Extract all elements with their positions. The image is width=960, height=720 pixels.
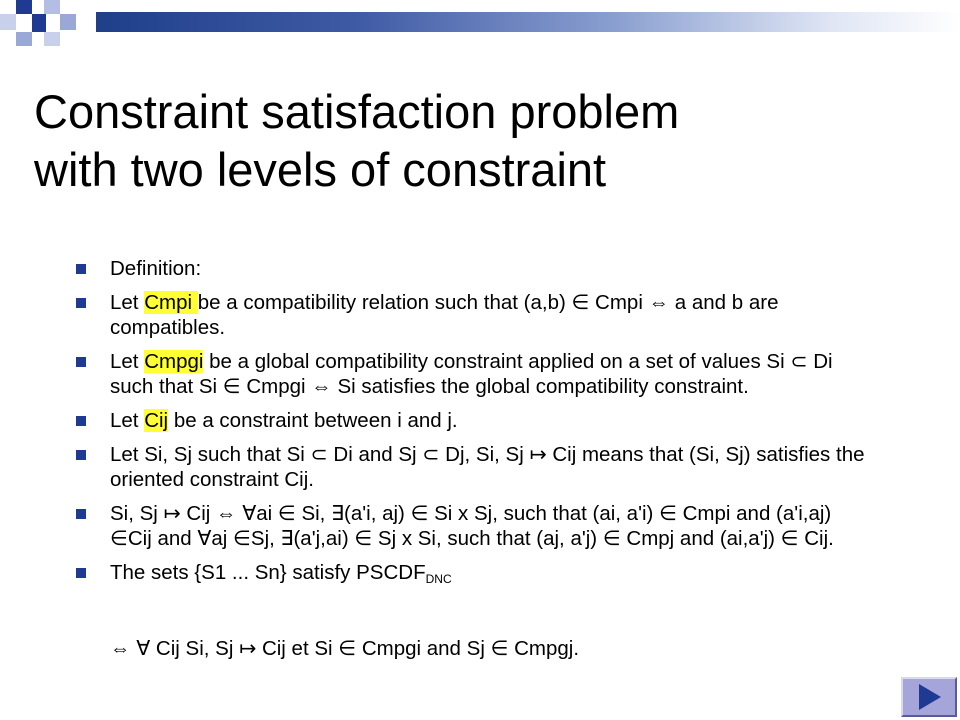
play-triangle-icon <box>903 679 955 715</box>
corner-decoration-square <box>44 32 60 46</box>
bullet-text: The sets {S1 ... Sn} satisfy PSCDF <box>110 561 426 584</box>
equivalence-text: ⇔ ∀ Cij Si, Sj ↦ Cij et Si ∈ Cmpgi and Sj ∈ Cmpgj. <box>110 637 580 660</box>
square-bullet-icon <box>76 509 86 519</box>
bullet-item <box>76 256 876 281</box>
square-bullet-icon <box>76 264 86 274</box>
bullet-item <box>76 560 876 592</box>
bullet-text: Let <box>110 350 145 373</box>
square-bullet-icon <box>76 357 86 367</box>
bullet-text: be a global compatibility constraint applied on a set of values Si ⊂ Di such that Si ∈ Cmpgi ⇔ Si satisfies the global compatibility constraint. <box>110 350 833 398</box>
bullet-text: Let <box>110 409 145 432</box>
bullet-item <box>76 349 876 399</box>
bullet-item <box>76 442 876 492</box>
square-bullet-icon <box>76 450 86 460</box>
subscript-text: DNC <box>425 572 452 586</box>
bullet-item <box>76 290 876 340</box>
next-slide-button[interactable] <box>901 677 957 717</box>
corner-decoration-square <box>16 14 32 30</box>
bullet-list <box>76 256 876 592</box>
equivalence-line <box>76 636 579 661</box>
title-line-2: with two levels of constraint <box>34 143 607 196</box>
bullet-text: Si, Sj ↦ Cij ⇔ ∀ai ∈ Si, ∃(a'i, aj) ∈ Si x Sj, such that (ai, a'i) ∈ Cmpi and (a'i,aj) ∈Cij and ∀aj ∈Sj, ∃(a'j,ai) ∈ Sj x Si, such that (aj, a'j) ∈ Cmpj and (ai,a'j) ∈ Cij. <box>110 502 834 550</box>
slide-title <box>34 83 934 199</box>
highlighted-term: Cmpi <box>144 291 198 314</box>
square-bullet-icon <box>76 416 86 426</box>
corner-decoration-square <box>44 0 60 14</box>
corner-decoration-square <box>16 32 32 46</box>
square-bullet-icon <box>76 298 86 308</box>
bullet-item <box>76 408 876 433</box>
corner-decoration-square <box>60 14 76 30</box>
bullet-item <box>76 501 876 551</box>
header-gradient-bar <box>96 12 960 32</box>
highlighted-term: Cmpgi <box>144 350 204 373</box>
bullet-text: be a compatibility relation such that (a,b) ∈ Cmpi ⇔ a and b are compatibles. <box>110 291 779 339</box>
corner-decoration-square <box>0 14 16 30</box>
bullet-text: Let Si, Sj such that Si ⊂ Di and Sj ⊂ Dj, Si, Sj ↦ Cij means that (Si, Sj) satisfies the oriented constraint Cij. <box>110 443 865 491</box>
square-bullet-icon <box>76 568 86 578</box>
bullet-text: Definition: <box>110 257 202 280</box>
highlighted-term: Cij <box>144 409 169 432</box>
corner-decoration-square <box>16 0 32 14</box>
corner-decoration-square <box>32 14 46 32</box>
bullet-text: be a constraint between i and j. <box>168 409 458 432</box>
bullet-text: Let <box>110 291 145 314</box>
title-line-1: Constraint satisfaction problem <box>34 85 680 138</box>
